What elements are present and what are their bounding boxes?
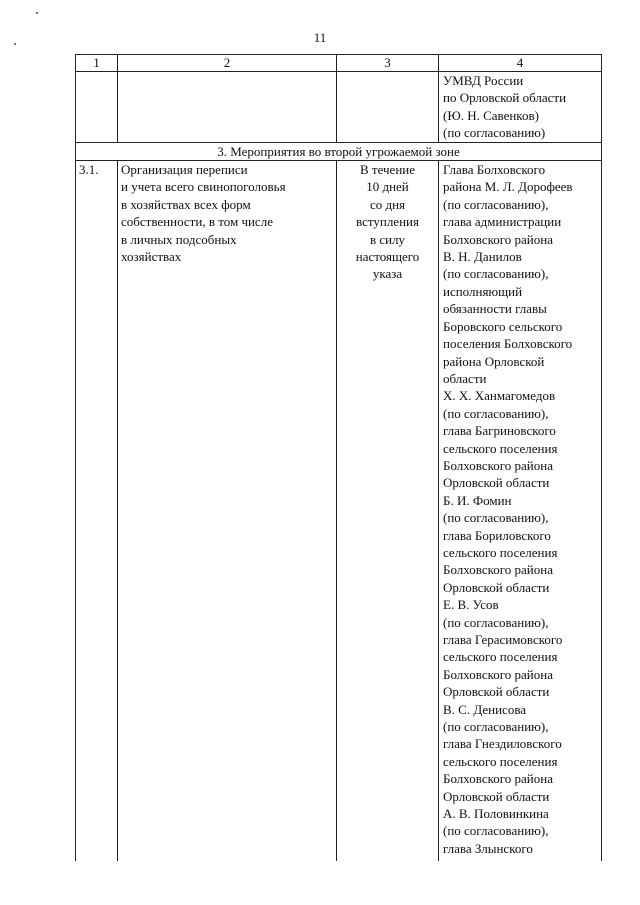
continued-cell-3 (337, 72, 439, 143)
continued-row (76, 72, 602, 143)
section-row (76, 142, 602, 160)
row-number: 3.1. (76, 161, 118, 861)
scan-speck (36, 12, 38, 14)
header-col-4: 4 (439, 55, 602, 72)
measures-table (75, 54, 602, 861)
continued-cell-2 (118, 72, 337, 143)
section-title: 3. Мероприятия во второй угрожаемой зоне (76, 142, 602, 160)
continued-cell-1 (76, 72, 118, 143)
table-row (76, 161, 602, 861)
header-col-2: 2 (118, 55, 337, 72)
page-number: 11 (313, 30, 327, 45)
row-deadline: В течение 10 дней со дня вступления в силу настоящего указа (337, 161, 439, 861)
header-col-1: 1 (76, 55, 118, 72)
continued-responsible: УМВД России по Орловской области (Ю. Н. Савенков) (по согласованию) (439, 72, 602, 143)
table-header-row (76, 55, 602, 72)
header-col-3: 3 (337, 55, 439, 72)
row-responsible: Глава Болховского района М. Л. Дорофеев (по согласованию), глава администрации Болховского района В. Н. Данилов (по согласованию), исполняющий обязанности главы Боровского сельского поселения Болховского района Орловской области Х. Х. Ханмагомедов (по согласованию), глава Багриновского сельского поселения Болховского района Орловской области Б. И. Фомин (по согласованию), глава Бориловского сельского поселения Болховского района Орловской области Е. В. Усов (по согласованию), глава Герасимовского сельского поселения Болховского района Орловской области В. С. Денисова (по согласованию), глава Гнездиловского сельского поселения Болховского района Орловской области А. В. Половинкина (по согласованию), глава Злынского (439, 161, 602, 861)
row-activity: Организация переписи и учета всего свинопоголовья в хозяйствах всех форм собственности, в том числе в личных подсобных хозяйствах (118, 161, 337, 861)
